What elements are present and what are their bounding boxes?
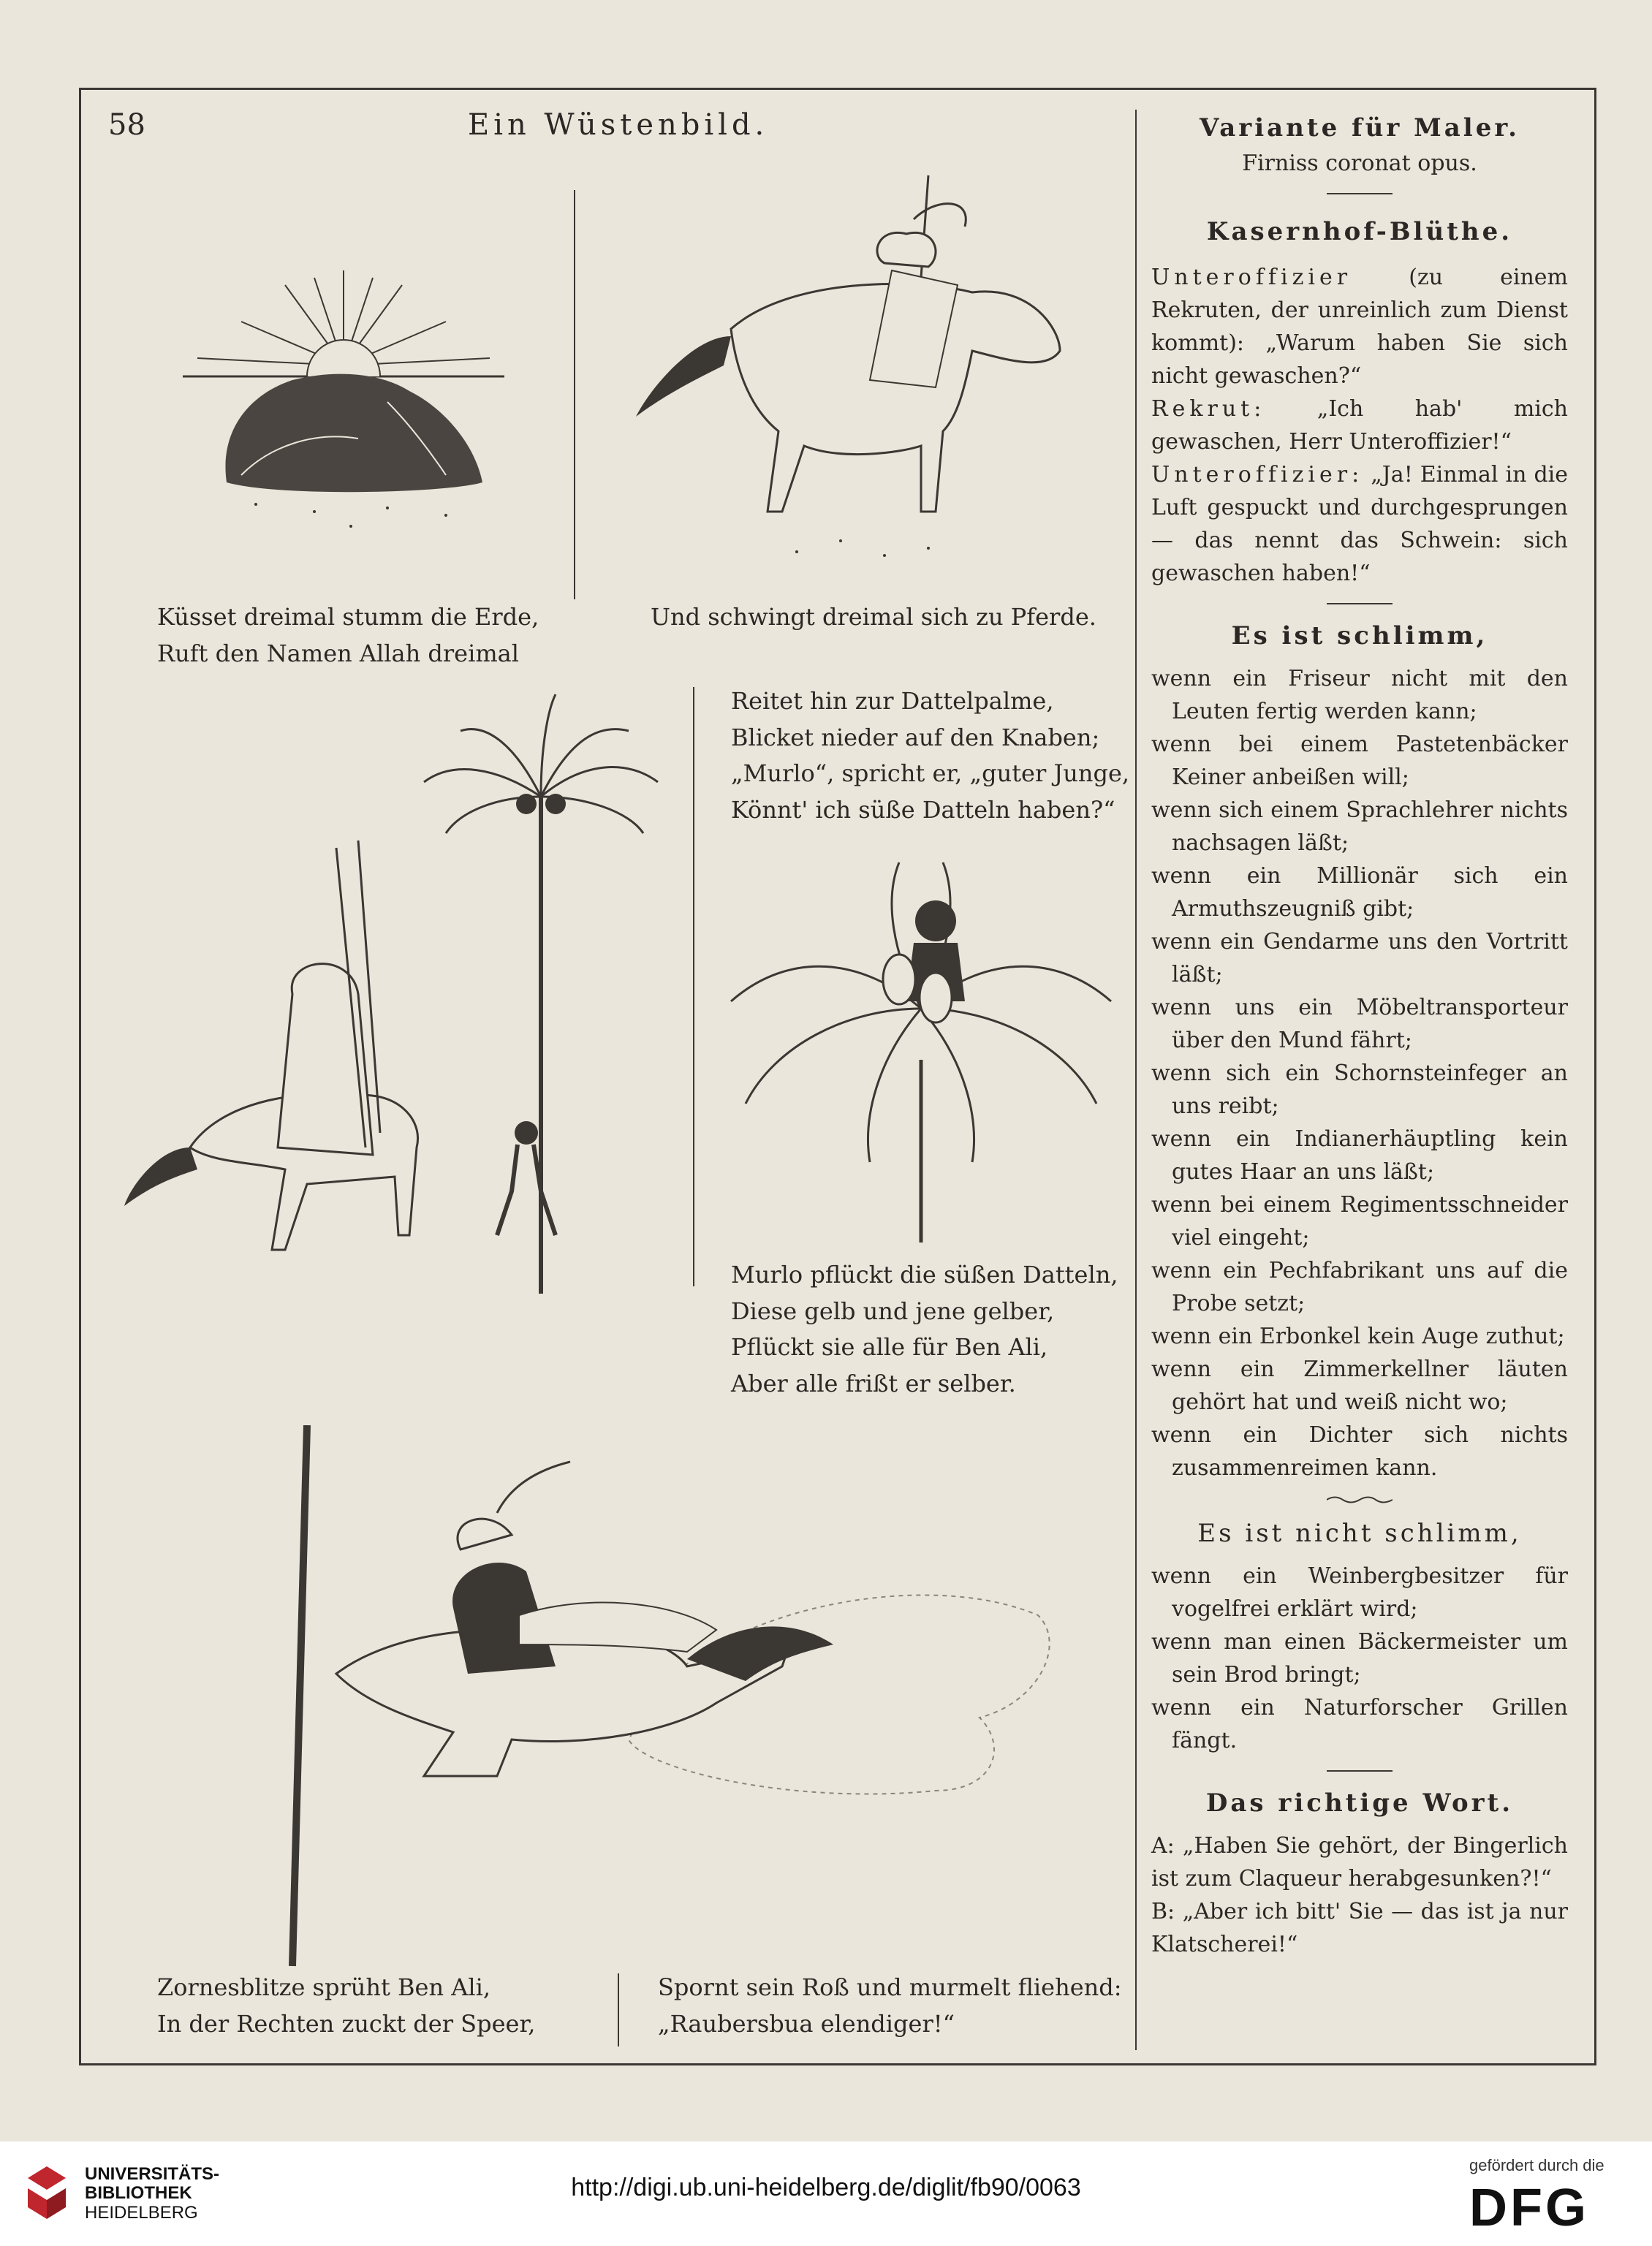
list-item: wenn ein Indianerhäuptling kein gutes Haar an uns läßt; (1151, 1126, 1568, 1185)
list-item: wenn ein Naturforscher Grillen fängt. (1151, 1695, 1568, 1753)
speaker-unteroffizier: Unteroffizier: (1151, 462, 1364, 487)
schlimm-list (1151, 662, 1568, 1484)
list-item: wenn ein Millionär sich ein Armuthszeugniß gibt; (1151, 863, 1568, 922)
wort-title: Das richtige Wort. (1205, 1788, 1514, 1818)
document-url-link[interactable]: http://digi.ub.uni-heidelberg.de/diglit/fb90/0063 (571, 2174, 1081, 2201)
illustration-mounting-horse (621, 168, 1089, 577)
nicht-schlimm-list (1151, 1560, 1568, 1757)
list-item: wenn ein Weinbergbesitzer für vogelfrei erklärt wird; (1151, 1563, 1568, 1622)
list-item: wenn ein Erbonkel kein Auge zuthut; (1151, 1324, 1565, 1349)
list-item: wenn ein Zimmerkellner läuten gehört hat und weiß nicht wo; (1151, 1357, 1568, 1415)
caption-kneeling: Küsset dreimal stumm die Erde, Ruft den Namen Allah dreimal (157, 603, 539, 667)
list-item: wenn ein Gendarme uns den Vortritt läßt; (1151, 929, 1568, 987)
column-divider (1135, 110, 1137, 2050)
caption-palm: Reitet hin zur Dattelpalme, Blicket nieder auf den Knaben; „Murlo“, spricht er, „guter Junge, Könnt' ich süße Datteln haben?“ (731, 687, 1130, 824)
list-item: wenn ein Dichter sich nichts zusammenreimen kann. (1151, 1422, 1568, 1481)
dialogue-text: „Ja! Einmal in die Luft gespuckt und durchgesprungen — das nennt das Schwein: sich gewaschen haben!“ (1151, 462, 1568, 586)
speaker-rekrut: Rekrut: (1151, 396, 1266, 422)
page-number: 58 (108, 108, 145, 142)
nicht-schlimm-title: Es ist nicht schlimm, (1197, 1519, 1522, 1548)
dialogue-text: „Ich hab' mich gewaschen, Herr Unteroffizier!“ (1151, 396, 1568, 455)
separator (1327, 193, 1393, 194)
wavy-separator (1327, 1495, 1393, 1505)
speaker-unteroffizier: Unteroffizier (1151, 265, 1352, 290)
funding-note: gefördert durch die (1469, 2156, 1604, 2174)
list-item: wenn bei einem Pastetenbäcker Keiner anbeißen will; (1151, 732, 1568, 790)
dialogue-a: A: „Haben Sie gehört, der Bingerlich ist zum Claqueur herabgesunken?!“ (1151, 1833, 1568, 1892)
illustration-rider-at-palm (117, 680, 687, 1308)
page-heading: Ein Wüstenbild. (468, 108, 769, 142)
caption-mount: Und schwingt dreimal sich zu Pferde. (651, 603, 1096, 631)
dfg-logo: DFG (1469, 2179, 1589, 2237)
illustration-kneeling-prayer (168, 241, 519, 548)
kasernhof-line-2 (1151, 392, 1568, 458)
list-item: wenn sich ein Schornsteinfeger an uns reibt; (1151, 1061, 1568, 1119)
list-item: wenn ein Pechfabrikant uns auf die Probe setzt; (1151, 1258, 1568, 1316)
illustration-divider-bottom (618, 1973, 619, 2046)
list-item: wenn man einen Bäckermeister um sein Brod bringt; (1151, 1629, 1568, 1688)
caption-dates: Murlo pflückt die süßen Datteln, Diese gelb und jene gelber, Pflückt sie alle für Ben Ali, Aber alle frißt er selber. (731, 1261, 1118, 1397)
illustration-divider-top (574, 190, 575, 599)
separator (1327, 603, 1393, 604)
illustration-divider-mid (693, 687, 694, 1286)
variante-title: Variante für Maler. (1200, 113, 1520, 143)
list-item: wenn sich einem Sprachlehrer nichts nachsagen läßt; (1151, 797, 1568, 856)
list-item: wenn ein Friseur nicht mit den Leuten fertig werden kann; (1151, 666, 1568, 724)
kasernhof-title: Kasernhof-Blüthe. (1206, 217, 1513, 246)
variante-subtitle: Firniss coronat opus. (1242, 151, 1477, 176)
illustration-fleeing-rider (278, 1425, 1082, 1981)
dialogue-b: B: „Aber ich bitt' Sie — das ist ja nur Klatscherei!“ (1151, 1899, 1568, 1957)
dialogue-text: (zu einem Rekruten, der unreinlich zum Dienst kommt): „Warum haben Sie sich nicht gewaschen?“ (1151, 265, 1568, 389)
separator (1327, 1770, 1393, 1772)
right-column (1151, 110, 1568, 1961)
caption-anger: Zornesblitze sprüht Ben Ali, In der Rechten zuckt der Speer, (157, 1973, 536, 2038)
list-item: wenn uns ein Möbeltransporteur über den Mund fährt; (1151, 995, 1568, 1053)
kasernhof-line-3 (1151, 458, 1568, 590)
list-item: wenn bei einem Regimentsschneider viel eingeht; (1151, 1192, 1568, 1251)
institution-line: UNIVERSITÄTS- (85, 2164, 220, 2184)
footer-bar (0, 2141, 1652, 2246)
schlimm-title: Es ist schlimm, (1231, 621, 1488, 650)
caption-flee: Spornt sein Roß und murmelt fliehend: „Raubersbua elendiger!“ (658, 1973, 1122, 2038)
illustration-boy-in-palm (716, 841, 1126, 1250)
institution-line: HEIDELBERG (85, 2202, 198, 2223)
kasernhof-line-1 (1151, 261, 1568, 392)
institution-line: BIBLIOTHEK (85, 2183, 192, 2204)
